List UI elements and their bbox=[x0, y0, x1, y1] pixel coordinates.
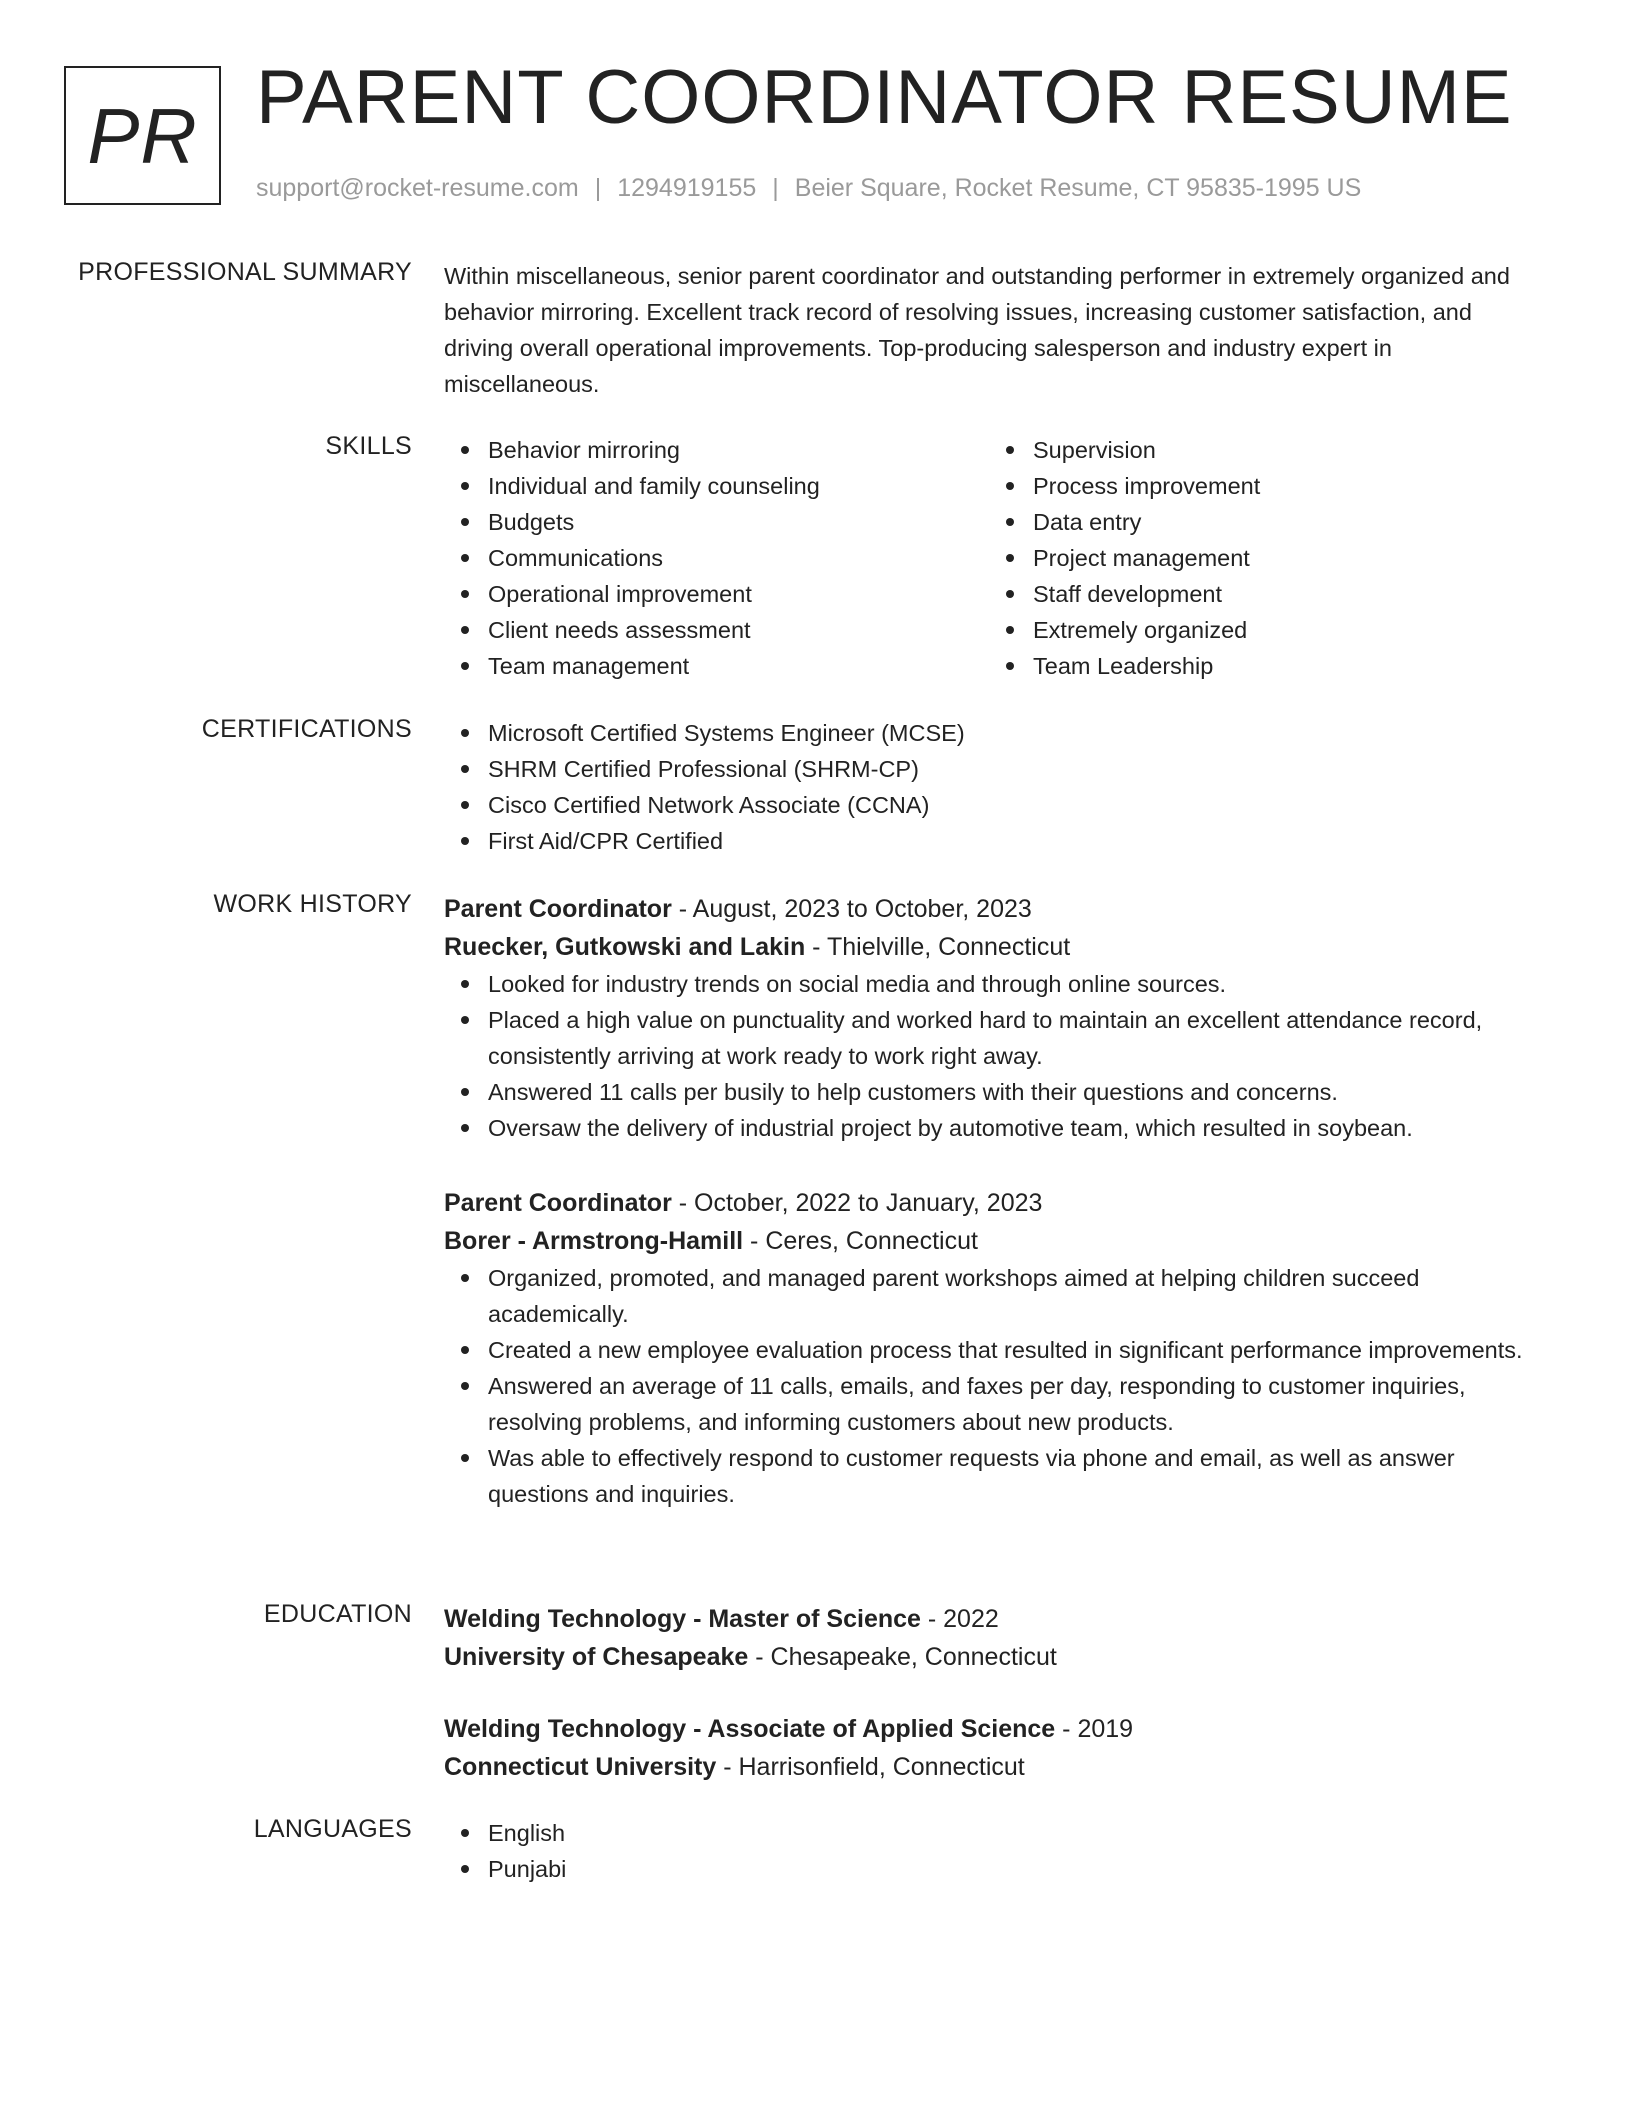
contact-phone: 1294919155 bbox=[617, 174, 757, 202]
certifications-body bbox=[444, 715, 1534, 859]
job-duties-list bbox=[444, 1260, 1534, 1512]
skills-list-left bbox=[444, 432, 989, 684]
job-duty: Oversaw the delivery of industrial project by automotive team, which resulted in soybean. bbox=[488, 1110, 1534, 1146]
skill-item: Process improvement bbox=[1033, 468, 1534, 504]
education-degree: Welding Technology - Associate of Applied Science bbox=[444, 1715, 1056, 1743]
skill-item: Client needs assessment bbox=[488, 612, 989, 648]
resume-title: PARENT COORDINATOR RESUME bbox=[256, 55, 1513, 140]
job-location: Ceres, Connecticut bbox=[765, 1227, 978, 1255]
job-duty: Answered 11 calls per busily to help customers with their questions and concerns. bbox=[488, 1074, 1534, 1110]
skill-item: Operational improvement bbox=[488, 576, 989, 612]
monogram-box bbox=[64, 66, 221, 205]
job-title: Parent Coordinator bbox=[444, 895, 672, 923]
contact-separator: | bbox=[772, 174, 779, 202]
contact-line bbox=[256, 174, 1361, 203]
education-heading: EDUCATION bbox=[263, 1600, 412, 1628]
summary-heading: PROFESSIONAL SUMMARY bbox=[78, 258, 412, 286]
languages-heading: LANGUAGES bbox=[253, 1815, 412, 1843]
education-year: 2022 bbox=[943, 1605, 999, 1633]
summary-text: Within miscellaneous, senior parent coordinator and outstanding performer in extremely organized and behavior mirroring. Excellent track record of resolving issues, increasing customer satisfaction, and driving overall operational improvements. Top-producing salesperson and industry expert in miscellaneous. bbox=[444, 263, 1510, 397]
certifications-list bbox=[444, 715, 1534, 859]
skill-item: Supervision bbox=[1033, 432, 1534, 468]
job-duty: Created a new employee evaluation process that resulted in significant performance improvements. bbox=[488, 1332, 1534, 1368]
certification-item: Microsoft Certified Systems Engineer (MCSE) bbox=[488, 715, 1534, 751]
skill-item: Project management bbox=[1033, 540, 1534, 576]
job-company-line: Ruecker, Gutkowski and Lakin - Thielville, Connecticut bbox=[444, 933, 1071, 961]
job-title-line: Parent Coordinator - October, 2022 to January, 2023 bbox=[444, 1189, 1043, 1217]
languages-body bbox=[444, 1815, 1534, 1887]
certifications-heading: CERTIFICATIONS bbox=[201, 715, 412, 743]
education-entry bbox=[444, 1710, 1534, 1786]
education-year: 2019 bbox=[1077, 1715, 1134, 1743]
education-school: University of Chesapeake bbox=[444, 1643, 749, 1671]
certification-item: Cisco Certified Network Associate (CCNA) bbox=[488, 787, 1534, 823]
job-location: Thielville, Connecticut bbox=[827, 933, 1071, 961]
language-item: English bbox=[488, 1815, 1534, 1851]
skills-heading: SKILLS bbox=[325, 432, 412, 460]
education-entry bbox=[444, 1600, 1534, 1676]
certification-item: SHRM Certified Professional (SHRM-CP) bbox=[488, 751, 1534, 787]
education-location: Harrisonfield, Connecticut bbox=[738, 1753, 1025, 1781]
skill-item: Behavior mirroring bbox=[488, 432, 989, 468]
skill-item: Team Leadership bbox=[1033, 648, 1534, 684]
skills-list-right bbox=[989, 432, 1534, 684]
certification-item: First Aid/CPR Certified bbox=[488, 823, 1534, 859]
skill-item: Staff development bbox=[1033, 576, 1534, 612]
language-item: Punjabi bbox=[488, 1851, 1534, 1887]
monogram-initials: PR bbox=[87, 91, 198, 180]
skill-item: Extremely organized bbox=[1033, 612, 1534, 648]
job-company: Ruecker, Gutkowski and Lakin bbox=[444, 933, 806, 961]
job-dates: August, 2023 to October, 2023 bbox=[692, 895, 1032, 923]
job-duty: Organized, promoted, and managed parent workshops aimed at helping children succeed academically. bbox=[488, 1260, 1534, 1332]
job-entry bbox=[444, 1184, 1534, 1512]
education-school-line: Connecticut University - Harrisonfield, Connecticut bbox=[444, 1753, 1025, 1781]
skill-item: Communications bbox=[488, 540, 989, 576]
education-school-line: University of Chesapeake - Chesapeake, Connecticut bbox=[444, 1643, 1057, 1671]
job-duty: Placed a high value on punctuality and worked hard to maintain an excellent attendance record, consistently arriving at work ready to work right away. bbox=[488, 1002, 1534, 1074]
skill-item: Team management bbox=[488, 648, 989, 684]
skill-item: Budgets bbox=[488, 504, 989, 540]
job-entry bbox=[444, 890, 1534, 1146]
contact-email: support@rocket-resume.com bbox=[256, 174, 579, 202]
work-history-body bbox=[444, 890, 1534, 1550]
job-company: Borer - Armstrong-Hamill bbox=[444, 1227, 744, 1255]
education-degree-line: Welding Technology - Associate of Applied Science - 2019 bbox=[444, 1715, 1134, 1743]
skills-body bbox=[444, 432, 1534, 684]
education-school: Connecticut University bbox=[444, 1753, 717, 1781]
job-company-line: Borer - Armstrong-Hamill - Ceres, Connecticut bbox=[444, 1227, 978, 1255]
job-duty: Was able to effectively respond to customer requests via phone and email, as well as answer questions and inquiries. bbox=[488, 1440, 1534, 1512]
work-history-heading: WORK HISTORY bbox=[213, 890, 412, 918]
contact-address: Beier Square, Rocket Resume, CT 95835-1995 US bbox=[794, 174, 1362, 202]
education-body bbox=[444, 1600, 1534, 1820]
job-duties-list bbox=[444, 966, 1534, 1146]
education-location: Chesapeake, Connecticut bbox=[770, 1643, 1057, 1671]
job-dates: October, 2022 to January, 2023 bbox=[694, 1189, 1043, 1217]
job-title-line: Parent Coordinator - August, 2023 to October, 2023 bbox=[444, 895, 1032, 923]
skill-item: Individual and family counseling bbox=[488, 468, 989, 504]
languages-list bbox=[444, 1815, 1534, 1887]
job-duty: Answered an average of 11 calls, emails, and faxes per day, responding to customer inquiries, resolving problems, and informing customers about new products. bbox=[488, 1368, 1534, 1440]
skill-item: Data entry bbox=[1033, 504, 1534, 540]
education-degree-line: Welding Technology - Master of Science - 2022 bbox=[444, 1605, 999, 1633]
education-degree: Welding Technology - Master of Science bbox=[444, 1605, 921, 1633]
job-duty: Looked for industry trends on social media and through online sources. bbox=[488, 966, 1534, 1002]
contact-separator: | bbox=[594, 174, 602, 202]
job-title: Parent Coordinator bbox=[444, 1189, 672, 1217]
summary-body bbox=[444, 258, 1534, 402]
